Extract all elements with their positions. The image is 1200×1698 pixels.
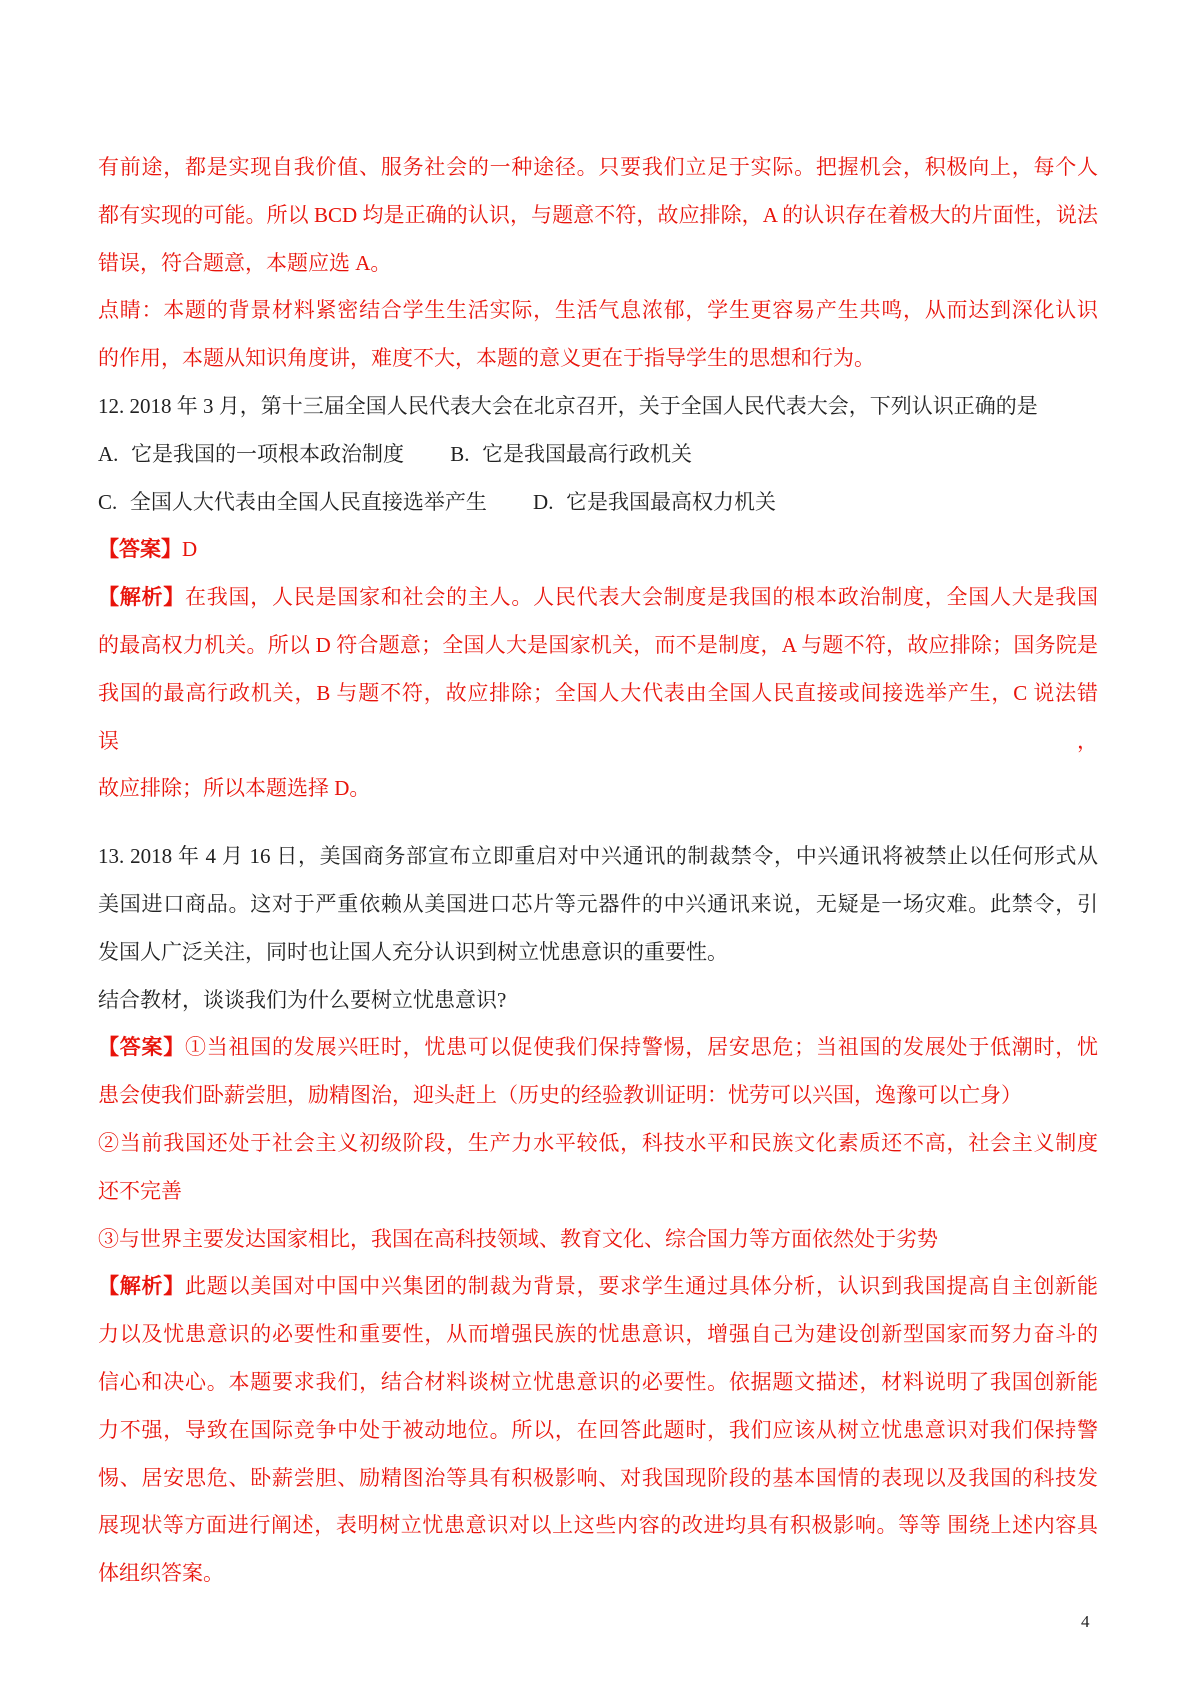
text-line: 惕、居安思危、卧薪尝胆、励精图治等具有积极影响、对我国现阶段的基本国情的表现以及我国的科技发 <box>98 1465 1098 1490</box>
q12-answer-label: 【答案】 <box>98 537 182 562</box>
q12-option-c-label: C. <box>98 489 118 514</box>
text-line: 发国人广泛关注，同时也让国人充分认识到树立忧患意识的重要性。 <box>98 939 728 964</box>
text-line: 我国的最高行政机关，B 与题不符，故应排除；全国人大代表由全国人民直接或间接选举产生，C 说法错误， <box>98 680 1098 753</box>
text-line: 力以及忧患意识的必要性和重要性，从而增强民族的忧患意识，增强自己为建设创新型国家而努力奋斗的 <box>98 1322 1098 1347</box>
q13-analysis <box>98 1263 1098 1598</box>
q12-option-b-text: 它是我国最高行政机关 <box>482 441 693 466</box>
question-12 <box>98 383 1098 431</box>
q12-option-c-text: 全国人大代表由全国人民直接选举产生 <box>129 489 487 514</box>
q12-option-d <box>533 490 776 514</box>
q12-answer-value: D <box>182 537 198 562</box>
q12-option-a-label: A. <box>98 441 119 466</box>
q13-task-line <box>98 977 1098 1025</box>
text-line: 信心和决心。本题要求我们，结合材料谈树立忧患意识的必要性。依据题文描述，材料说明了我国创新能 <box>98 1369 1098 1394</box>
text-line: 结合教材，谈谈我们为什么要树立忧患意识? <box>98 987 507 1012</box>
q12-option-a <box>98 442 404 466</box>
q11-tip-paragraph <box>98 287 1098 383</box>
text-line: 患会使我们卧薪尝胆，励精图治，迎头赶上（历史的经验教训证明：忧劳可以兴国，逸豫可以亡身） <box>98 1083 1022 1108</box>
q12-analysis <box>98 574 1098 813</box>
text-line: 都有实现的可能。所以 BCD 均是正确的认识，与题意不符，故应排除，A 的认识存在着极大的片面性，说法 <box>98 202 1098 227</box>
text-line: 力不强，导致在国际竞争中处于被动地位。所以，在回答此题时，我们应该从树立忧患意识对我们保持警 <box>98 1417 1098 1442</box>
text-line: 【答案】①当祖国的发展兴旺时，忧患可以促使我们保持警惕，居安思危；当祖国的发展处于低潮时，忧 <box>98 1035 1099 1060</box>
q12-option-d-text: 它是我国最高权力机关 <box>566 489 777 514</box>
section-tag: 【答案】 <box>98 1035 186 1060</box>
page-number: 4 <box>1081 1612 1090 1631</box>
text-line: 体组织答案。 <box>98 1561 224 1586</box>
text-line: 12. 2018 年 3 月，第十三届全国人民代表大会在北京召开，关于全国人民代表大会，下列认识正确的是 <box>98 393 1038 418</box>
q12-option-b <box>450 442 692 466</box>
text-line: 错误，符合题意，本题应选 A。 <box>98 250 392 275</box>
text-line: 展现状等方面进行阐述，表明树立忧患意识对以上这些内容的改进均具有积极影响。等等 围绕上述内容具 <box>98 1513 1098 1538</box>
text-line: 的最高权力机关。所以 D 符合题意；全国人大是国家机关，而不是制度，A 与题不符，故应排除；国务院是 <box>98 632 1098 657</box>
text-line: 美国进口商品。这对于严重依赖从美国进口芯片等元器件的中兴通讯来说，无疑是一场灾难。此禁令，引 <box>98 891 1098 916</box>
q12-answer-line <box>98 526 1098 574</box>
q12-option-a-text: 它是我国的一项根本政治制度 <box>131 441 405 466</box>
text-line: 有前途，都是实现自我价值、服务社会的一种途径。只要我们立足于实际。把握机会，积极向上，每个人 <box>98 155 1098 179</box>
text-line: 13. 2018 年 4 月 16 日，美国商务部宣布立即重启对中兴通讯的制裁禁令，中兴通讯将被禁止以任何形式从 <box>98 844 1098 869</box>
text-line: 【解析】在我国，人民是国家和社会的主人。人民代表大会制度是我国的根本政治制度，全国人大是我国 <box>98 585 1099 610</box>
text-line: 的作用，本题从知识角度讲，难度不大，本题的意义更在于指导学生的思想和行为。 <box>98 346 875 371</box>
text-line: 点睛：本题的背景材料紧密结合学生生活实际，生活气息浓郁，学生更容易产生共鸣，从而达到深化认识 <box>98 298 1098 323</box>
q12-option-b-label: B. <box>450 441 470 466</box>
document-body <box>98 144 1098 1598</box>
q12-options-row-1 <box>98 431 1098 479</box>
section-tag: 【解析】 <box>98 1274 186 1299</box>
text-line: 还不完善 <box>98 1178 182 1203</box>
q13-answer-point-1 <box>98 1024 1098 1120</box>
text-line: 【解析】此题以美国对中国中兴集团的制裁为背景，要求学生通过具体分析，认识到我国提高自主创新能 <box>98 1274 1099 1299</box>
text-line: ③与世界主要发达国家相比，我国在高科技领域、教育文化、综合国力等方面依然处于劣势 <box>98 1226 938 1251</box>
q12-option-d-label: D. <box>533 489 554 514</box>
q13-answer-point-3 <box>98 1216 1098 1264</box>
section-tag: 【解析】 <box>98 585 186 610</box>
question-13 <box>98 833 1098 976</box>
q12-option-c <box>98 490 487 514</box>
q12-options-row-2 <box>98 479 1098 527</box>
text-line: ②当前我国还处于社会主义初级阶段，生产力水平较低，科技水平和民族文化素质还不高，社会主义制度 <box>98 1130 1098 1155</box>
q11-analysis-continued <box>98 144 1098 287</box>
q13-answer-point-2 <box>98 1120 1098 1216</box>
text-line: 故应排除；所以本题选择 D。 <box>98 776 371 801</box>
